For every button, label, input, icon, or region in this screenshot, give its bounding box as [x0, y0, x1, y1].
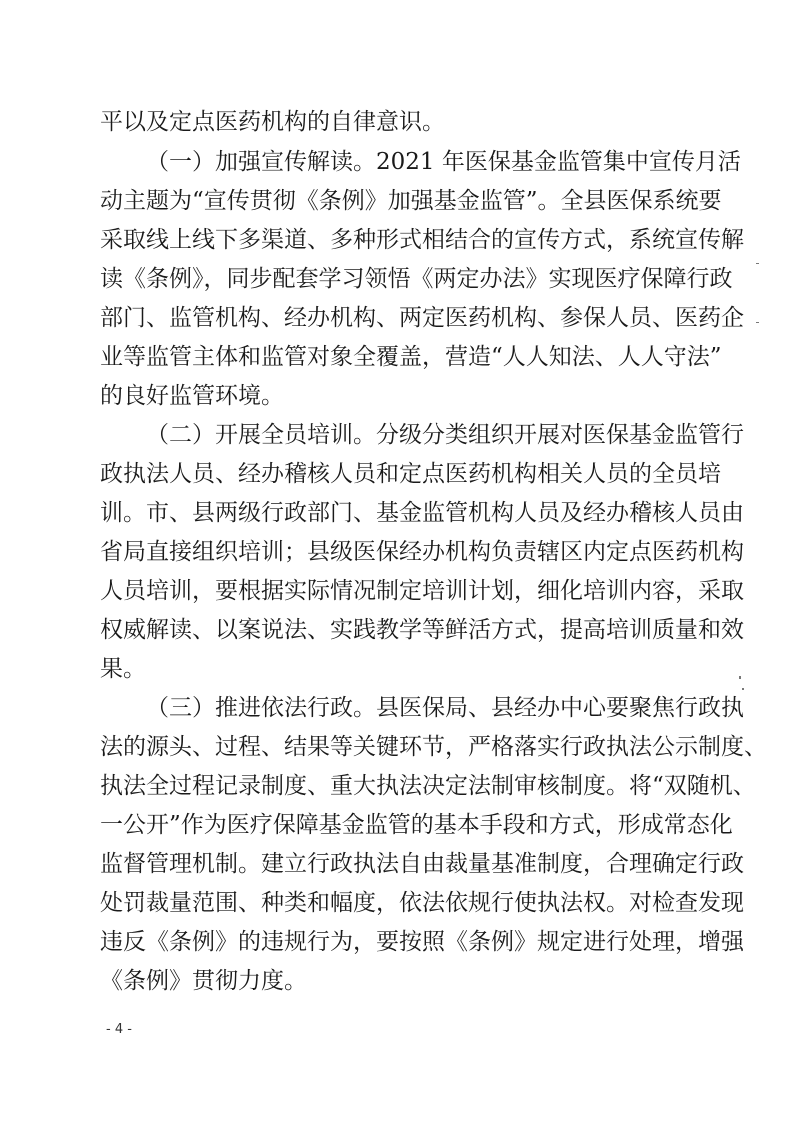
text-line-13: 人员培训，要根据实际情况制定培训计划，细化培训内容，采取: [100, 578, 744, 604]
text-line-2: （一）加强宣传解读。2021 年医保基金监管集中宣传月活: [146, 149, 741, 175]
text-line-21: 处罚裁量范围、种类和幅度，依法依规行使执法权。对检查发现: [100, 890, 744, 916]
text-line-6: 部门、监管机构、经办机构、两定医药机构、参保人员、医药企: [100, 305, 744, 331]
text-line-12: 省局直接组织培训；县级医保经办机构负责辖区内定点医药机构: [100, 539, 744, 565]
scan-mark: [742, 688, 744, 690]
text-line-8: 的良好监管环境。: [100, 383, 284, 409]
text-line-11: 训。市、县两级行政部门、基金监管机构人员及经办稽核人员由: [100, 500, 744, 526]
text-line-5: 读《条例》，同步配套学习领悟《两定办法》实现医疗保障行政: [100, 266, 733, 292]
scan-mark: [756, 263, 759, 264]
scan-mark: [739, 676, 741, 679]
text-line-23: 《条例》贯彻力度。: [100, 968, 307, 994]
text-line-18: 执法全过程记录制度、重大执法决定法制审核制度。将“双随机、: [100, 773, 756, 799]
text-line-16: （三）推进依法行政。县医保局、县经办中心要聚焦行政执: [146, 695, 744, 721]
text-line-14: 权威解读、以案说法、实践教学等鲜活方式，提高培训质量和效: [100, 617, 744, 643]
text-line-10: 政执法人员、经办稽核人员和定点医药机构相关人员的全员培: [100, 461, 721, 487]
text-line-3: 动主题为“宣传贯彻《条例》加强基金监管”。全县医保系统要: [100, 188, 722, 214]
text-line-1: 平以及定点医药机构的自律意识。: [100, 109, 445, 135]
text-line-15: 果。: [100, 656, 146, 682]
text-line-7: 业等监管主体和监管对象全覆盖，营造“人人知法、人人守法”: [100, 344, 722, 370]
text-line-19: 一公开”作为医疗保障基金监管的基本手段和方式，形成常态化: [100, 812, 733, 838]
text-line-22: 违反《条例》的违规行为，要按照《条例》规定进行处理，增强: [100, 929, 744, 955]
text-line-20: 监督管理机制。建立行政执法自由裁量基准制度，合理确定行政: [100, 851, 744, 877]
text-line-17: 法的源头、过程、结果等关键环节，严格落实行政执法公示制度、: [100, 734, 767, 760]
scan-mark: [756, 322, 759, 323]
text-line-4: 采取线上线下多渠道、多种形式相结合的宣传方式，系统宣传解: [100, 227, 744, 253]
page-number: - 4 -: [106, 1022, 132, 1037]
text-line-9: （二）开展全员培训。分级分类组织开展对医保基金监管行: [146, 422, 744, 448]
